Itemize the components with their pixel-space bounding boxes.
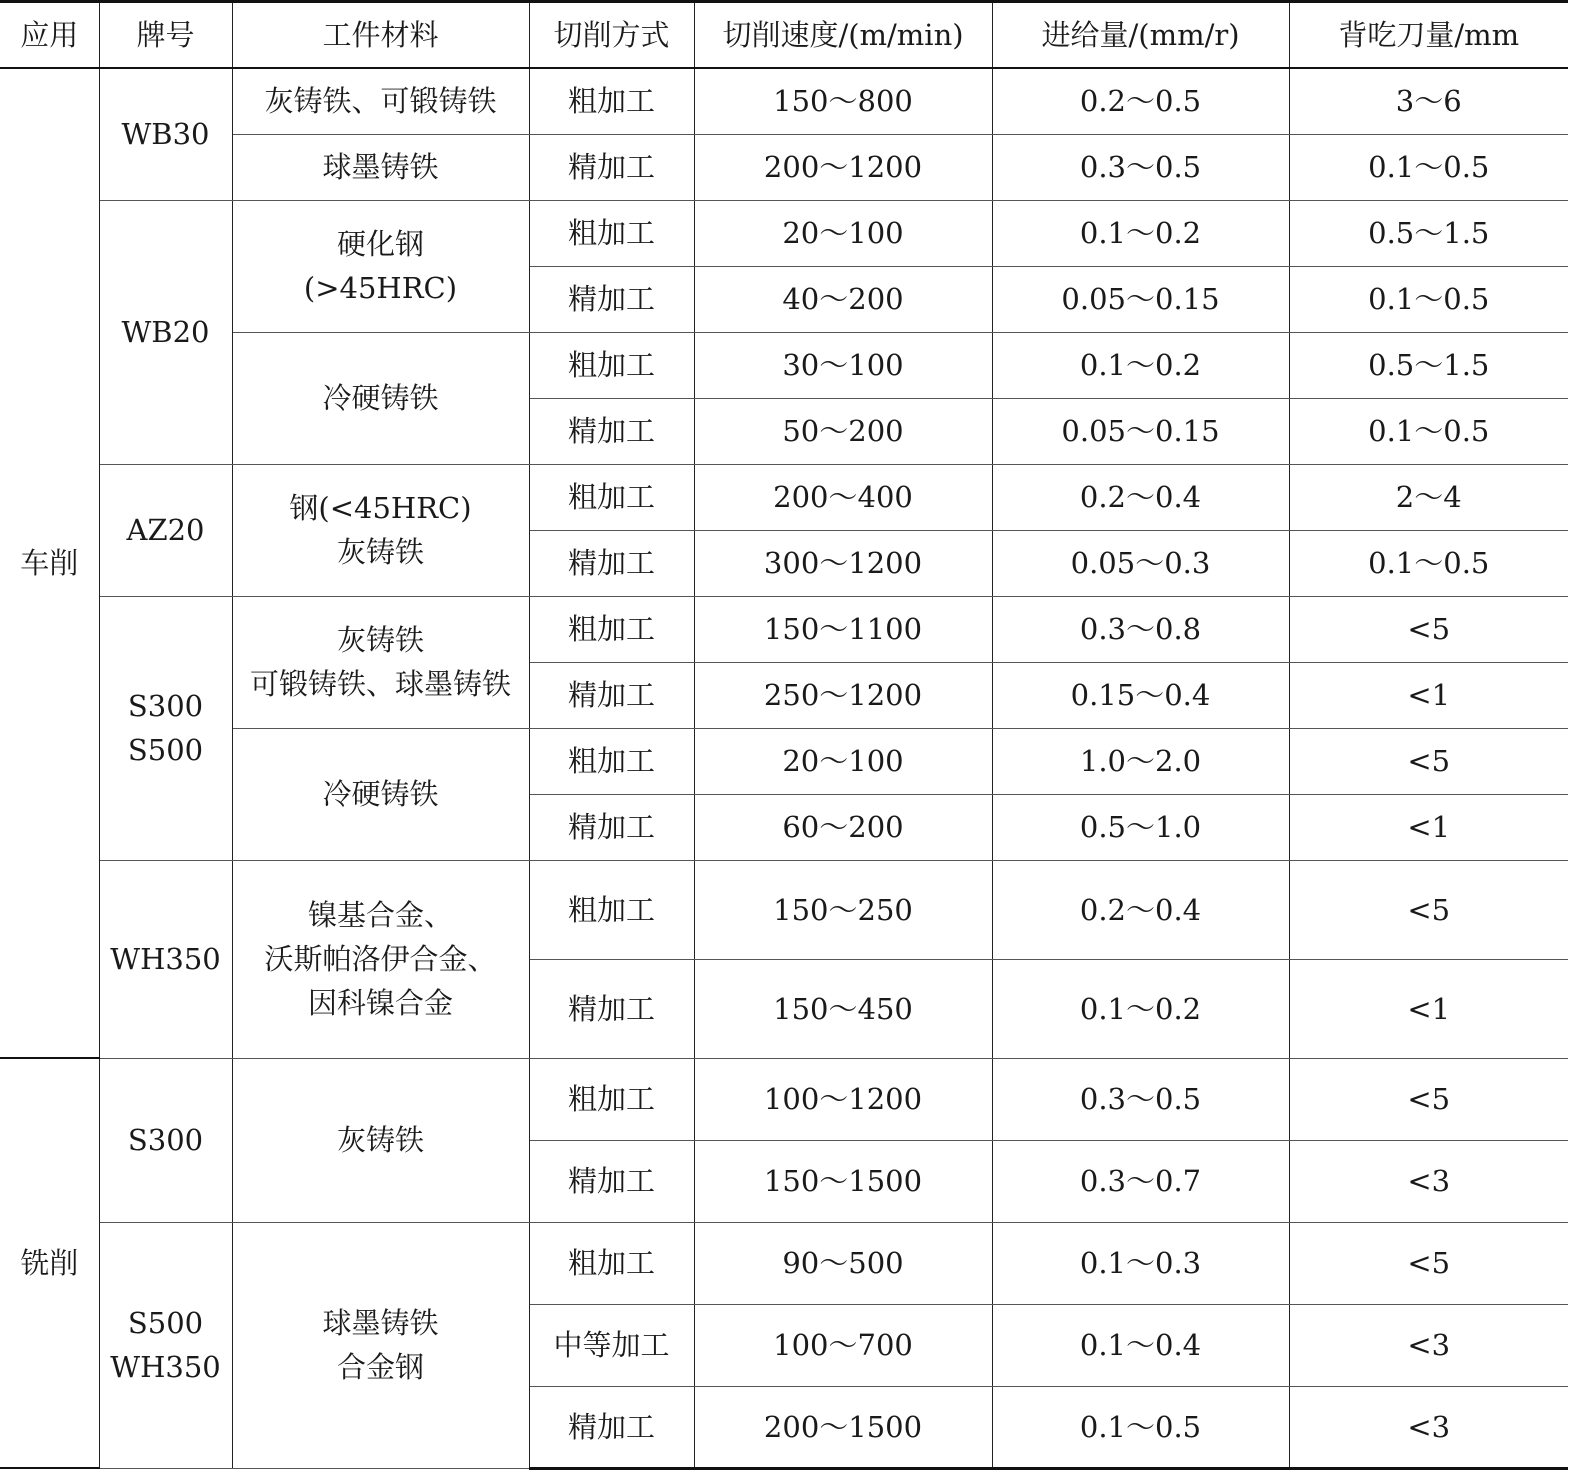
speed-cell [694,398,992,464]
depth-cell [1289,464,1568,530]
method-cell-line: 精加工 [567,150,655,184]
depth-cell-line: <5 [1407,1246,1451,1280]
speed-cell-line: 200～1500 [763,1409,923,1444]
header-speed: 切削速度/(m/min) [694,2,992,69]
method-cell [529,464,694,530]
depth-cell [1289,332,1568,398]
depth-cell-line: <1 [1407,991,1451,1026]
feed-cell-line: 0.1～0.2 [1079,216,1202,250]
material-cell [232,134,529,200]
depth-cell-line: 0.1～0.5 [1368,150,1490,184]
speed-cell-line: 60～200 [782,810,904,844]
feed-cell-line: 0.5～1.0 [1079,810,1202,844]
depth-cell-line: 0.1～0.5 [1368,414,1490,448]
application-cell [0,68,99,1058]
depth-cell-line: 0.1～0.5 [1368,546,1490,580]
material-cell-line: 因科镍合金 [307,986,453,1020]
grade-cell [99,464,232,596]
material-cell-line: 合金钢 [336,1350,424,1384]
method-cell [529,266,694,332]
material-cell-line: 冷硬铸铁 [322,777,439,811]
speed-cell [694,1140,992,1222]
depth-cell-line: <5 [1407,892,1451,927]
depth-cell [1289,1222,1568,1304]
method-cell-line: 精加工 [567,1164,655,1198]
feed-cell [992,1140,1289,1222]
feed-cell-line: 0.3～0.5 [1079,150,1202,184]
speed-cell [694,68,992,134]
material-cell-line: (>45HRC) [303,271,458,305]
depth-cell [1289,134,1568,200]
feed-cell [992,134,1289,200]
depth-cell [1289,68,1568,134]
method-cell-line: 精加工 [567,282,655,316]
depth-cell [1289,596,1568,662]
speed-cell [694,959,992,1058]
method-cell-line: 精加工 [567,546,655,580]
grade-cell [99,1222,232,1468]
speed-cell [694,596,992,662]
speed-cell-line: 50～200 [782,414,904,448]
method-cell-line: 精加工 [567,678,655,712]
grade-cell-line: WH350 [110,1350,221,1384]
depth-cell [1289,530,1568,596]
method-cell [529,662,694,728]
method-cell [529,134,694,200]
feed-cell [992,1304,1289,1386]
speed-cell-line: 300～1200 [763,546,923,580]
method-cell-line: 粗加工 [567,1246,655,1280]
table-row [0,134,1568,200]
grade-cell-line: WB30 [121,117,210,152]
feed-cell-line: 0.1～0.4 [1079,1328,1202,1362]
table-row [0,596,1568,662]
feed-cell-line: 0.05～0.3 [1070,546,1211,580]
feed-cell [992,266,1289,332]
grade-cell [99,860,232,1058]
feed-cell [992,662,1289,728]
table-row [0,1058,1568,1140]
speed-cell [694,662,992,728]
grade-cell-line: S500 [127,733,204,767]
depth-cell-line: 2～4 [1395,480,1462,514]
feed-cell-line: 0.3～0.8 [1079,612,1202,646]
material-cell-line: 球墨铸铁 [322,1306,439,1340]
feed-cell-line: 0.1～0.2 [1079,348,1202,382]
speed-cell [694,530,992,596]
feed-cell [992,1386,1289,1468]
speed-cell [694,134,992,200]
material-cell-line: 球墨铸铁 [322,150,439,184]
speed-cell-line: 200～400 [773,480,913,514]
speed-cell [694,1386,992,1468]
depth-cell-line: <3 [1407,1328,1451,1362]
material-cell-line: 灰铸铁 [336,535,424,569]
table-body [0,68,1568,1468]
feed-cell [992,530,1289,596]
feed-cell [992,860,1289,959]
method-cell [529,1058,694,1140]
feed-cell [992,68,1289,134]
material-cell-line: 沃斯帕洛伊合金、 [264,942,497,976]
grade-cell-line: WB20 [121,315,210,349]
material-cell-line: 冷硬铸铁 [322,381,439,415]
depth-cell [1289,728,1568,794]
table-row [0,464,1568,530]
speed-cell [694,1058,992,1140]
method-cell [529,332,694,398]
method-cell-line: 粗加工 [567,1082,655,1116]
table-row [0,728,1568,794]
material-cell [232,1058,529,1222]
method-cell-line: 粗加工 [567,480,655,514]
depth-cell [1289,1304,1568,1386]
depth-cell-line: <5 [1407,744,1451,778]
material-cell [232,1222,529,1468]
grade-cell [99,68,232,200]
method-cell [529,1304,694,1386]
application-cell-line: 铣削 [20,1246,79,1280]
method-cell [529,398,694,464]
speed-cell [694,1304,992,1386]
speed-cell-line: 20～100 [782,216,904,250]
depth-cell-line: <5 [1407,612,1451,646]
speed-cell [694,1222,992,1304]
depth-cell-line: 3～6 [1395,84,1462,119]
grade-cell-line: S300 [127,689,204,723]
depth-cell-line: <5 [1407,1082,1451,1116]
feed-cell-line: 0.2～0.4 [1079,892,1202,927]
speed-cell-line: 150～450 [773,991,913,1026]
feed-cell [992,464,1289,530]
method-cell [529,1140,694,1222]
application-cell-line: 车削 [20,546,79,580]
grade-cell [99,596,232,860]
header-depth: 背吃刀量/mm [1289,2,1568,69]
method-cell [529,860,694,959]
table-row [0,860,1568,959]
depth-cell [1289,200,1568,266]
speed-cell [694,266,992,332]
feed-cell-line: 0.3～0.7 [1079,1164,1202,1198]
depth-cell [1289,959,1568,1058]
material-cell-line: 钢(<45HRC) [289,491,472,525]
speed-cell-line: 150～1100 [763,612,923,646]
feed-cell-line: 0.05～0.15 [1061,282,1220,316]
method-cell [529,596,694,662]
speed-cell [694,728,992,794]
speed-cell-line: 30～100 [782,348,904,382]
method-cell [529,794,694,860]
grade-cell [99,200,232,464]
material-cell [232,332,529,464]
depth-cell [1289,398,1568,464]
header-method: 切削方式 [529,2,694,69]
speed-cell-line: 150～1500 [763,1164,923,1198]
table-row [0,1222,1568,1304]
material-cell [232,596,529,728]
speed-cell [694,464,992,530]
table-row [0,200,1568,266]
feed-cell [992,596,1289,662]
feed-cell-line: 0.05～0.15 [1061,414,1220,448]
feed-cell [992,1058,1289,1140]
table-row [0,68,1568,134]
material-cell-line: 镍基合金、 [307,898,453,932]
depth-cell [1289,662,1568,728]
feed-cell-line: 0.1～0.5 [1079,1409,1202,1444]
grade-cell-line: AZ20 [126,513,205,547]
method-cell-line: 粗加工 [567,744,655,778]
depth-cell-line: 0.5～1.5 [1368,216,1490,250]
depth-cell-line: <1 [1407,678,1451,712]
depth-cell [1289,1386,1568,1468]
speed-cell [694,332,992,398]
material-cell-line: 可锻铸铁、球墨铸铁 [249,667,511,701]
header-row [0,2,1568,69]
speed-cell-line: 100～700 [773,1328,913,1362]
material-cell-line: 硬化钢 [336,227,424,261]
feed-cell [992,959,1289,1058]
speed-cell-line: 150～800 [773,84,913,119]
speed-cell [694,200,992,266]
feed-cell-line: 1.0～2.0 [1079,744,1202,778]
method-cell [529,959,694,1058]
grade-cell-line: S500 [127,1306,204,1340]
speed-cell-line: 150～250 [773,892,913,927]
feed-cell-line: 0.1～0.2 [1079,991,1202,1026]
method-cell-line: 精加工 [567,1409,655,1444]
speed-cell-line: 250～1200 [763,678,923,712]
method-cell-line: 粗加工 [567,892,655,927]
material-cell [232,464,529,596]
depth-cell-line: 0.5～1.5 [1368,348,1490,382]
depth-cell [1289,1058,1568,1140]
grade-cell [99,1058,232,1222]
method-cell-line: 粗加工 [567,612,655,646]
speed-cell-line: 90～500 [782,1246,904,1280]
method-cell [529,728,694,794]
speed-cell [694,794,992,860]
grade-cell-line: S300 [127,1123,204,1157]
grade-cell-line: WH350 [110,942,221,976]
feed-cell [992,728,1289,794]
material-cell-line: 灰铸铁 [336,623,424,657]
method-cell-line: 粗加工 [567,348,655,382]
depth-cell-line: 0.1～0.5 [1368,282,1490,316]
speed-cell-line: 200～1200 [763,150,923,184]
depth-cell [1289,266,1568,332]
header-feed: 进给量/(mm/r) [992,2,1289,69]
depth-cell-line: <3 [1407,1409,1451,1444]
feed-cell-line: 0.3～0.5 [1079,1082,1202,1116]
feed-cell [992,332,1289,398]
method-cell-line: 精加工 [567,991,655,1026]
feed-cell-line: 0.2～0.4 [1079,480,1202,514]
method-cell-line: 精加工 [567,414,655,448]
depth-cell [1289,794,1568,860]
feed-cell-line: 0.15～0.4 [1070,678,1211,712]
speed-cell-line: 40～200 [782,282,904,316]
speed-cell-line: 100～1200 [763,1082,923,1116]
depth-cell-line: <1 [1407,810,1451,844]
feed-cell [992,398,1289,464]
material-cell [232,860,529,1058]
material-cell-line: 灰铸铁 [336,1123,424,1157]
material-cell [232,728,529,860]
depth-cell [1289,860,1568,959]
feed-cell [992,200,1289,266]
speed-cell [694,860,992,959]
material-cell-line: 灰铸铁、可锻铸铁 [264,84,497,119]
method-cell-line: 中等加工 [553,1328,670,1362]
material-cell [232,68,529,134]
method-cell-line: 粗加工 [567,216,655,250]
header-application: 应用 [0,2,99,69]
method-cell [529,200,694,266]
material-cell [232,200,529,332]
speed-cell-line: 20～100 [782,744,904,778]
method-cell-line: 精加工 [567,810,655,844]
header-material: 工件材料 [232,2,529,69]
header-grade: 牌号 [99,2,232,69]
feed-cell [992,794,1289,860]
feed-cell-line: 0.1～0.3 [1079,1246,1202,1280]
method-cell [529,530,694,596]
depth-cell-line: <3 [1407,1164,1451,1198]
method-cell [529,68,694,134]
table-row [0,332,1568,398]
application-cell [0,1058,99,1468]
method-cell [529,1222,694,1304]
depth-cell [1289,1140,1568,1222]
method-cell-line: 粗加工 [567,84,655,119]
feed-cell [992,1222,1289,1304]
method-cell [529,1386,694,1468]
feed-cell-line: 0.2～0.5 [1079,84,1202,119]
